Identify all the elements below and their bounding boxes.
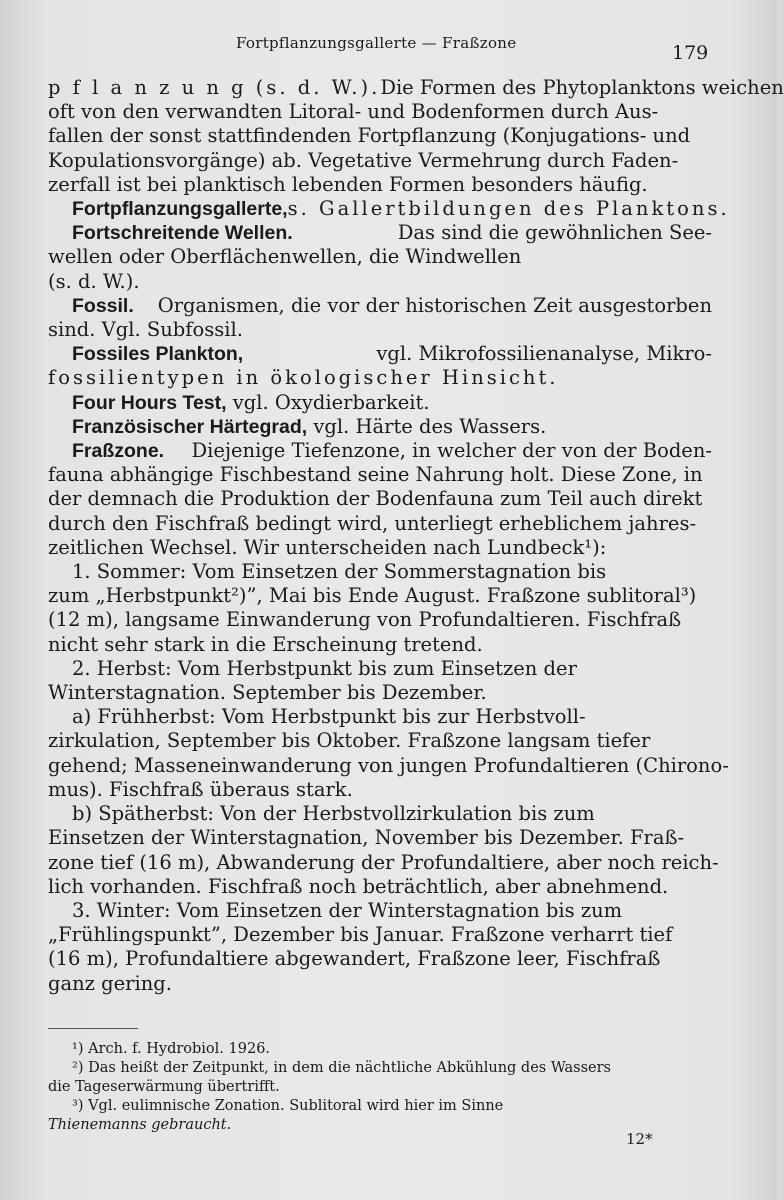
text-line: der demnach die Produktion der Bodenfauna zum Teil auch direkt (48, 487, 703, 511)
text-line: wellen oder Oberflächenwellen, die Windwellen (48, 245, 522, 269)
entry-fortschreitende-wellen: Fortschreitende Wellen. Das sind die gewöhnlichen See- (72, 221, 712, 245)
footnote-3-cont: Thienemanns gebraucht. (48, 1117, 232, 1133)
footnote-divider (48, 1028, 138, 1029)
text-line: „Frühlingspunkt”, Dezember bis Januar. Fraßzone verharrt tief (48, 923, 673, 947)
text-line: (s. d. W.). (48, 269, 140, 293)
text-line: mus). Fischfraß überaus stark. (48, 777, 353, 801)
list-item-spaetherbst: b) Spätherbst: Von der Herbstvollzirkulation bis zum (72, 802, 595, 826)
footnotes (48, 1040, 712, 1135)
signature-mark: 12* (626, 1130, 653, 1148)
text-line: sind. Vgl. Subfossil. (48, 318, 243, 342)
text-line: fauna abhängige Fischbestand seine Nahrung holt. Diese Zone, in (48, 463, 703, 487)
entry-fortpflanzungsgallerte: Fortpflanzungsgallerte, s. Gallertbildungen des Planktons. (72, 197, 730, 221)
text-line: gehend; Masseneinwanderung von jungen Profundaltieren (Chirono- (48, 753, 729, 777)
text-line: (16 m), Profundaltiere abgewandert, Fraßzone leer, Fischfraß (48, 947, 661, 971)
text-line: durch den Fischfraß bedingt wird, unterliegt erheblichem jahres- (48, 511, 697, 535)
text-line: Winterstagnation. September bis Dezember. (48, 681, 487, 705)
page-header (0, 34, 777, 64)
list-item-sommer: 1. Sommer: Vom Einsetzen der Sommerstagnation bis (72, 560, 607, 584)
footnote-2: ²) Das heißt der Zeitpunkt, in dem die nächtliche Abkühlung des Wassers (72, 1060, 611, 1076)
text-line: Einsetzen der Winterstagnation, November bis Dezember. Fraß- (48, 826, 685, 850)
list-item-herbst: 2. Herbst: Vom Herbstpunkt bis zum Einsetzen der (72, 656, 577, 680)
footnote-1: ¹) Arch. f. Hydrobiol. 1926. (72, 1041, 271, 1057)
text-line: ganz gering. (48, 971, 172, 995)
entry-fossiles-plankton: Fossiles Plankton, vgl. Mikrofossilienanalyse, Mikro- (72, 342, 712, 366)
footnote-3: ³) Vgl. eulimnische Zonation. Sublitoral wird hier im Sinne (72, 1098, 504, 1114)
text-line: (12 m), langsame Einwanderung von Profundaltieren. Fischfraß (48, 608, 682, 632)
text-line: nicht sehr stark in die Erscheinung tretend. (48, 632, 483, 656)
running-title: Fortpflanzungsgallerte — Fraßzone (236, 34, 517, 52)
text-line: fossilientypen in ökologischer Hinsicht. (48, 366, 559, 390)
page-number: 179 (672, 42, 709, 64)
text-line: zeitlichen Wechsel. Wir unterscheiden nach Lundbeck¹): (48, 535, 607, 559)
entry-fossil: Fossil. Organismen, die vor der historischen Zeit ausgestorben (72, 293, 712, 317)
text-line: Kopulationsvorgänge) ab. Vegetative Vermehrung durch Faden- (48, 148, 679, 172)
text-line: fallen der sonst stattfindenden Fortpflanzung (Konjugations- und (48, 124, 691, 148)
text-line: zerfall ist bei planktisch lebenden Formen besonders häufig. (48, 172, 648, 196)
entry-frasszone: Fraßzone. Diejenige Tiefenzone, in welcher der von der Boden- (72, 439, 712, 463)
entry-four-hours-test: Four Hours Test, vgl. Oxydierbarkeit. (72, 390, 430, 414)
text-line: lich vorhanden. Fischfraß noch beträchtlich, aber abnehmend. (48, 874, 669, 898)
footnote-2-cont: die Tageserwärmung übertrifft. (48, 1079, 280, 1095)
body-text (48, 76, 784, 996)
text-line: zone tief (16 m), Abwanderung der Profundaltiere, aber noch reich- (48, 850, 719, 874)
list-item-winter: 3. Winter: Vom Einsetzen der Winterstagnation bis zum (72, 898, 623, 922)
text-line: p f l a n z u n g (s. d. W.). Die Formen des Phytoplanktons weichen (48, 76, 784, 99)
entry-franzoesischer-haertegrad: Französischer Härtegrad, vgl. Härte des Wassers. (72, 414, 547, 438)
text-line: oft von den verwandten Litoral- und Bodenformen durch Aus- (48, 100, 659, 124)
text-line: zirkulation, September bis Oktober. Fraßzone langsam tiefer (48, 729, 651, 753)
list-item-fruehherbst: a) Frühherbst: Vom Herbstpunkt bis zur Herbstvoll- (72, 705, 586, 729)
text-line: zum „Herbstpunkt²)”, Mai bis Ende August. Fraßzone sublitoral³) (48, 584, 697, 608)
